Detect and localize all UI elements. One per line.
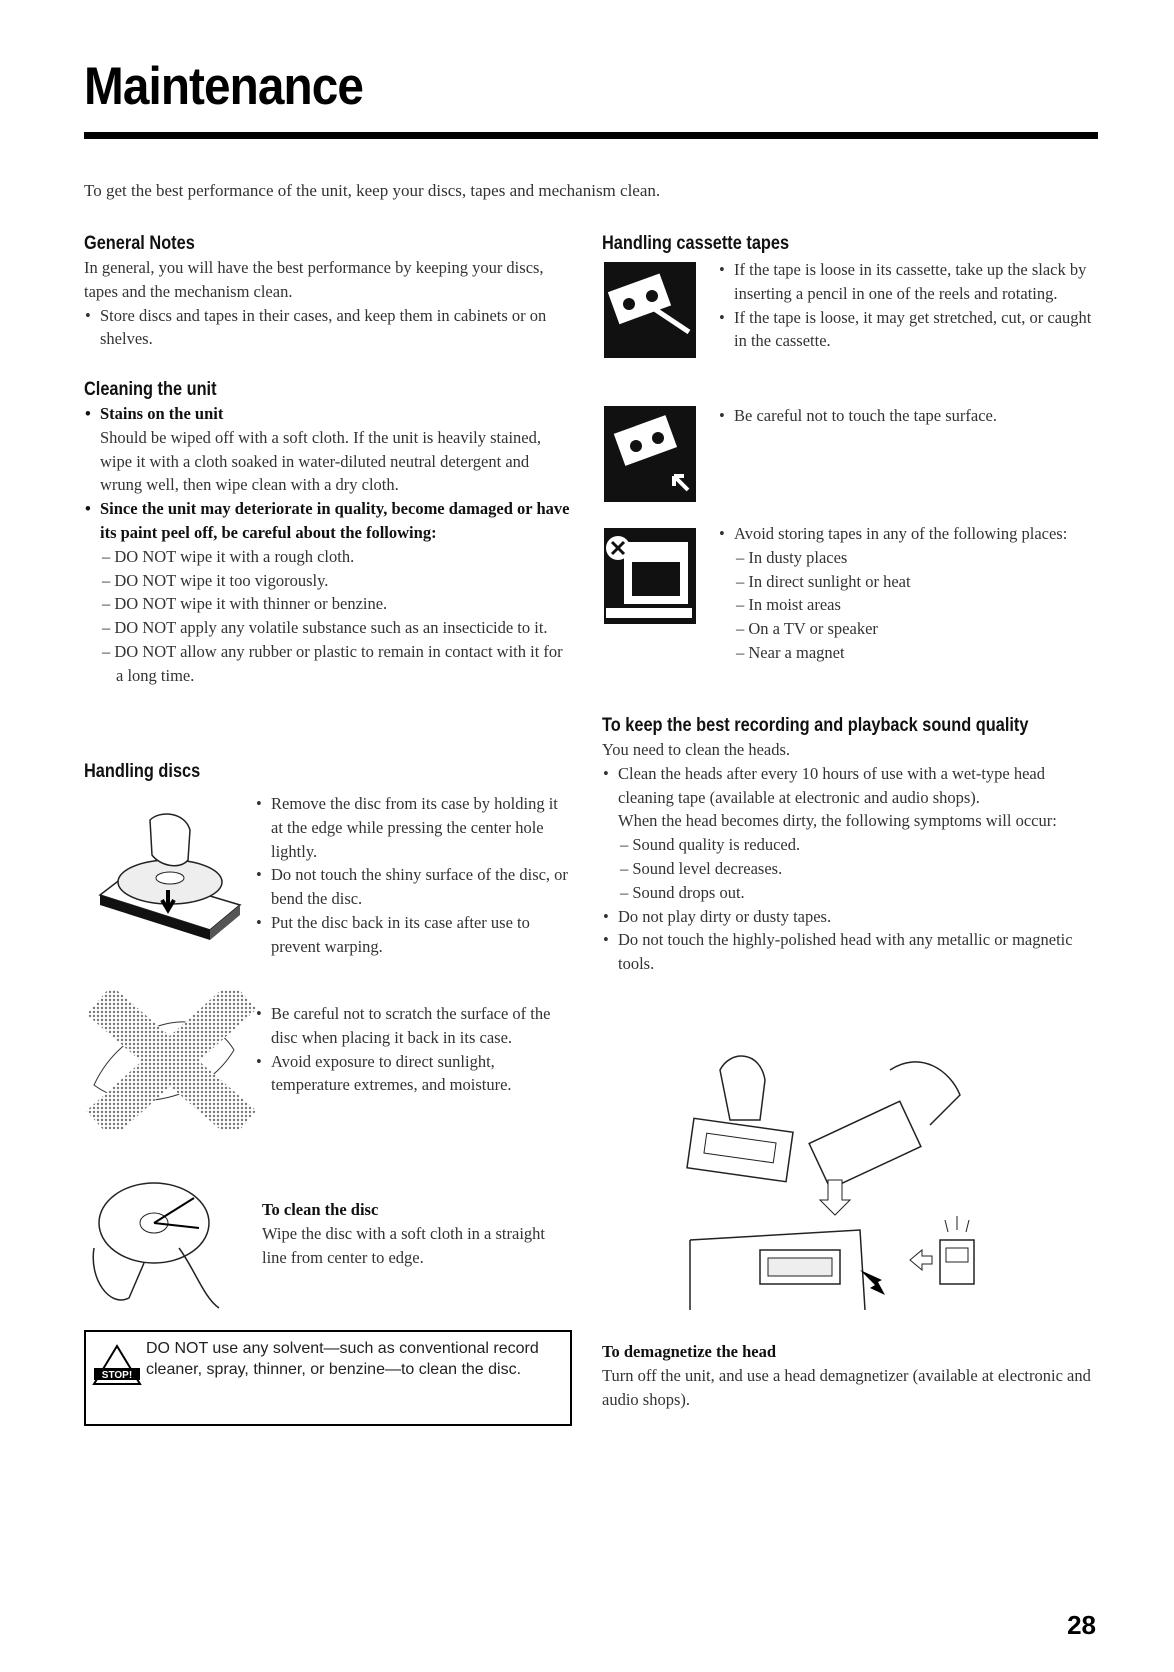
disc-removal-illustration [90,800,250,950]
cassette-tip: • If the tape is loose in its cassette, take up the slack by inserting a pencil in one of the reels and rotating. [718,258,1098,306]
intro-text: To get the best performance of the unit, keep your discs, tapes and mechanism clean. [84,181,661,200]
svg-text:STOP!: STOP! [101,1370,133,1381]
demagnetize-text: Turn off the unit, and use a head demagnetizer (available at electronic and audio shops). [602,1365,1091,1409]
clean-disc-title: To clean the disc [262,1200,379,1219]
stop-icon [92,1344,142,1386]
stains-text: Should be wiped off with a soft cloth. If the unit is heavily stained, wipe it with a cloth soaked in water-diluted neutral detergent and wrung well, then wipe clean with a dry cloth. [100,427,541,495]
disc-handling-list-2 [255,1002,573,1097]
recording-tip: • Do not touch the highly-polished head with any metallic or magnetic tools. [602,928,1098,976]
stains-title: • Stains on the unit [84,402,570,426]
clean-disc-illustration [84,1168,234,1318]
demagnetize-title: To demagnetize the head [602,1342,777,1361]
crossed-disc-illustration [84,990,259,1130]
page-title: Maintenance [84,57,364,116]
paint-warning-title: • Since the unit may deteriorate in quality, become damaged or have its paint peel off, be careful about the following: [84,497,570,545]
recording-tip: • Clean the heads after every 10 hours of use with a wet-type head cleaning tape (available at electronic and audio shops). [602,762,1098,810]
disc-tip: • Be careful not to scratch the surface of the disc when placing it back in its case. [255,1002,573,1050]
clean-disc-text: Wipe the disc with a soft cloth in a straight line from center to edge. [262,1223,545,1267]
dont-item: – DO NOT wipe it with thinner or benzine. [102,594,388,614]
tape-surface-icon [604,406,696,502]
title-rule [84,132,1098,139]
dont-item: – DO NOT wipe it with a rough cloth. [102,546,355,566]
disc-tip: • Remove the disc from its case by holding it at the edge while pressing the center hole lightly. [255,792,573,863]
cassette-list-2 [718,404,1098,428]
cleaning-unit-body [84,402,570,688]
symptom-item: – Sound drops out. [620,882,745,902]
cleaning-unit-heading: Cleaning the unit [84,379,217,400]
general-notes-text: In general, you will have the best performance by keeping your discs, tapes and the mechanism clean. [84,258,544,301]
storage-place: – In direct sunlight or heat [736,571,911,591]
cassette-tip: • Be careful not to touch the tape surface. [718,404,1098,428]
clean-disc-block [262,1198,562,1269]
dont-item: – DO NOT apply any volatile substance such as an insecticide to it. [102,618,548,638]
storage-place: – On a TV or speaker [736,619,878,639]
storage-place: – Near a magnet [736,642,845,662]
cassette-list-3 [718,522,1098,665]
disc-tip: • Put the disc back in its case after use to prevent warping. [255,911,573,959]
recording-intro: You need to clean the heads. [602,740,791,759]
recording-quality-body [602,738,1098,976]
storage-place: – In moist areas [736,595,841,615]
dont-item: – DO NOT wipe it too vigorously. [102,570,329,590]
dirty-head-text: When the head becomes dirty, the following symptoms will occur: [618,811,1057,831]
general-notes-bullet: • Store discs and tapes in their cases, and keep them in cabinets or on shelves. [84,304,554,352]
symptom-item: – Sound quality is reduced. [620,835,801,855]
storage-places-icon [604,528,696,624]
cassette-tip: • If the tape is loose, it may get stretched, cut, or caught in the cassette. [718,306,1098,354]
recording-tip: • Do not play dirty or dusty tapes. [602,905,1098,929]
dont-item: – DO NOT allow any rubber or plastic to remain in contact with it for a long time. [102,641,563,685]
disc-tip: • Avoid exposure to direct sunlight, temperature extremes, and moisture. [255,1050,573,1098]
pencil-cassette-icon [604,262,696,358]
handling-discs-heading: Handling discs [84,761,201,782]
cassette-tip: • Avoid storing tapes in any of the following places: [718,522,1098,546]
disc-handling-list-1 [255,792,573,959]
head-cleaning-illustration [660,1040,1010,1320]
symptom-item: – Sound level decreases. [620,858,783,878]
general-notes-body [84,256,554,351]
storage-place: – In dusty places [736,547,848,567]
page-number: 28 [1067,1610,1096,1640]
recording-quality-heading: To keep the best recording and playback sound quality [602,715,1029,736]
general-notes-heading: General Notes [84,233,195,254]
demagnetize-block [602,1340,1092,1411]
handling-cassettes-heading: Handling cassette tapes [602,233,790,254]
disc-tip: • Do not touch the shiny surface of the disc, or bend the disc. [255,863,573,911]
cassette-list-1 [718,258,1098,353]
warning-text: DO NOT use any solvent—such as conventional record cleaner, spray, thinner, or benzine—to clean the disc. [146,1340,539,1378]
